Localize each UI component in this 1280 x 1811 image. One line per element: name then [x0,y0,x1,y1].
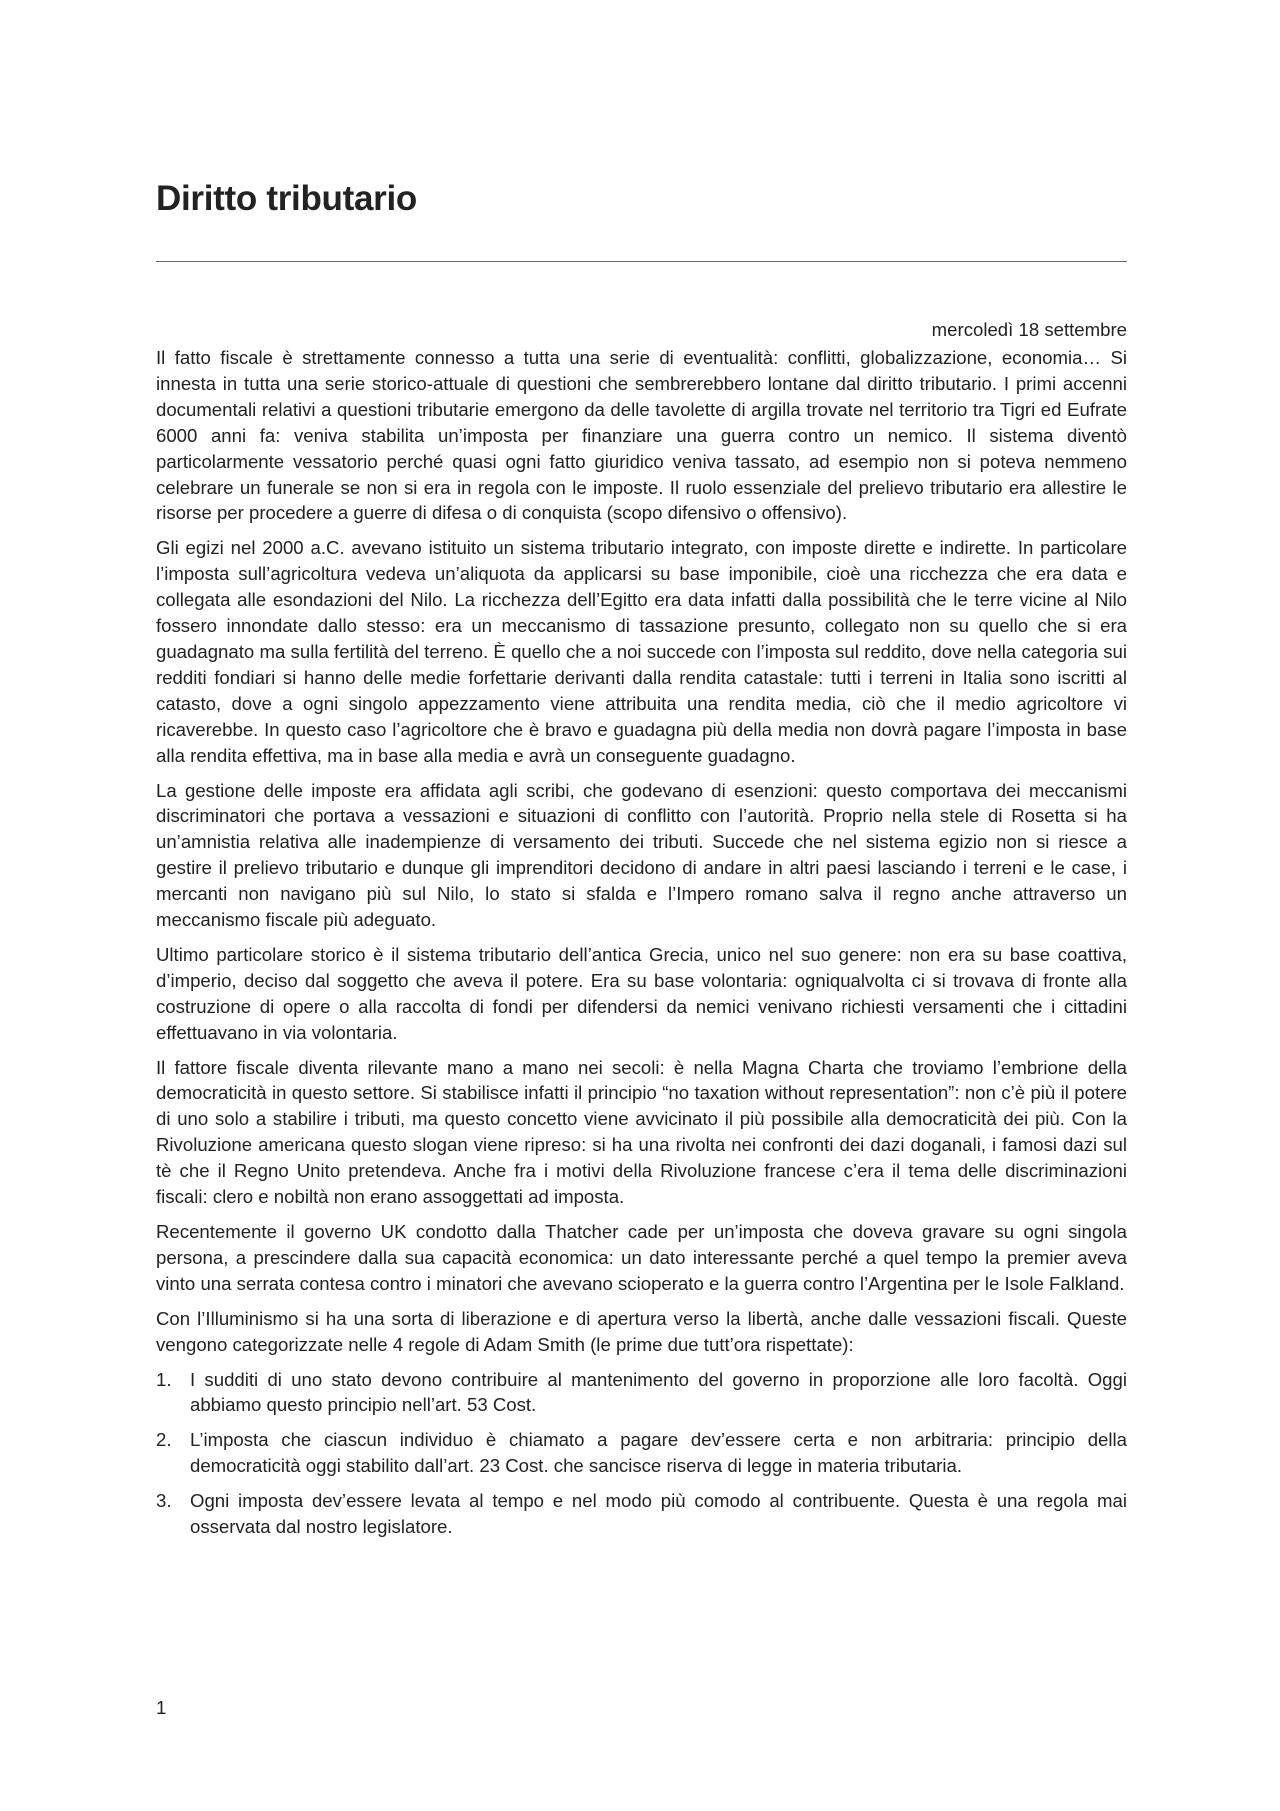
document-body [156,345,1127,1549]
paragraph: Ultimo particolare storico è il sistema tributario dell’antica Grecia, unico nel suo genere: non era su base coattiva, d’imperio, deciso dal soggetto che aveva il potere. Era su base volontaria: ogniqualvolta ci si trovava di fronte alla costruzione di opere o alla raccolta di fondi per difendersi da nemici venivano richiesti versamenti che i cittadini effettuavano in via volontaria. [156,943,1127,1043]
list-item [156,1367,1127,1419]
paragraph: Recentemente il governo UK condotto dalla Thatcher cade per un’imposta che doveva gravare su ogni singola persona, a prescindere dalla sua capacità economica: un dato interessante perché a quel tempo la premier aveva vinto una serrata contesa contro i minatori che avevano scioperato e la guerra contro l’Argentina per le Isole Falkland. [156,1221,1127,1294]
paragraph: Il fatto fiscale è strettamente connesso a tutta una serie di eventualità: conflitti, globalizzazione, economia… Si innesta in tutta una serie storico-attuale di questioni che sembrerebbero lontane dal diritto tributario. I primi accenni documentali relativi a questioni tributarie emergono da delle tavolette di argilla trovate nel territorio tra Tigri ed Eufrate 6000 anni fa: veniva stabilita un’imposta per finanziare una guerra contro un nemico. Il sistema diventò particolarmente vessatorio perché quasi ogni fatto giuridico veniva tassato, ad esempio non si poteva nemmeno celebrare un funerale se non si era in regola con le imposte. Il ruolo essenziale del prelievo tributario era allestire le risorse per procedere a guerre di difesa o di conquista (scopo difensivo o offensivo). [156,347,1127,524]
lecture-date: mercoledì 18 settembre [931,319,1127,340]
list-item-text: L’imposta che ciascun individuo è chiamato a pagare dev’essere certa e non arbitraria: principio della democraticità oggi stabilito dall’art. 23 Cost. che sancisce riserva di legge in materia tributaria. [190,1429,1127,1477]
list-item-number: 3. [156,1490,172,1512]
page-number: 1 [156,1697,167,1718]
paragraph: La gestione delle imposte era affidata agli scribi, che godevano di esenzioni: questo comportava dei meccanismi discriminatori che portava a vessazioni e situazioni di conflitto con l’autorità. Proprio nella stele di Rosetta si ha un’amnistia relativa alle inadempienze di versamento dei tributi. Succede che nel sistema egizio non si riesce a gestire il prelievo tributario e dunque gli imprenditori decidono di andare in altri paesi lasciando i terreni e le case, i mercanti non navigano più sul Nilo, lo stato si sfalda e l’Impero romano salva il regno anche attraverso un meccanismo fiscale più adeguato. [156,779,1127,931]
list-item-text: Ogni imposta dev’essere levata al tempo e nel modo più comodo al contribuente. Questa è una regola mai osservata dal nostro legislatore. [190,1490,1127,1538]
list-item [156,1427,1127,1479]
paragraph: Gli egizi nel 2000 a.C. avevano istituito un sistema tributario integrato, con imposte dirette e indirette. In particolare l’imposta sull’agricoltura vedeva un’aliquota da applicarsi su base imponibile, cioè una ricchezza che era data e collegata alle esondazioni del Nilo. La ricchezza dell’Egitto era data infatti dalla possibilità che le terre vicine al Nilo fossero innondate dallo stesso: era un meccanismo di tassazione presunto, collegato non su quello che si era guadagnato ma sulla fertilità del terreno. È quello che a noi succede con l’imposta sul reddito, dove nella categoria sui redditi fondiari si hanno delle medie forfettarie derivanti dalla rendita catastale: tutti i terreni in Italia sono iscritti al catasto, dove a ogni singolo appezzamento viene attribuita una rendita media, ciò che il medio agricoltore vi ricaverebbe. In questo caso l’agricoltore che è bravo e guadagna più della media non dovrà pagare l’imposta in base alla rendita effettiva, ma in base alla media e avrà un conseguente guadagno. [156,537,1127,766]
paragraph: Con l’Illuminismo si ha una sorta di liberazione e di apertura verso la libertà, anche dalle vessazioni fiscali. Queste vengono categorizzate nelle 4 regole di Adam Smith (le prime due tutt’ora rispettate): [156,1307,1127,1355]
list-item-text: I sudditi di uno stato devono contribuire al mantenimento del governo in proporzione alle loro facoltà. Oggi abbiamo questo principio nell’art. 53 Cost. [190,1368,1127,1416]
title-divider [156,261,1127,262]
list-item [156,1488,1127,1540]
list-item-number: 1. [156,1368,172,1390]
adam-smith-rules-list [156,1367,1127,1540]
document-page [156,0,1127,1811]
list-item-number: 2. [156,1429,172,1451]
page-title: Diritto tributario [156,179,417,218]
paragraph: Il fattore fiscale diventa rilevante mano a mano nei secoli: è nella Magna Charta che troviamo l’embrione della democraticità in questo settore. Si stabilisce infatti il principio “no taxation without representation”: non c’è più il potere di uno solo a stabilire i tributi, ma questo concetto viene avvicinato il più possibile alla democraticità dei più. Con la Rivoluzione americana questo slogan viene ripreso: si ha una rivolta nei confronti dei dazi doganali, i famosi dazi sul tè che il Regno Unito pretendeva. Anche fra i motivi della Rivoluzione francese c’era il tema delle discriminazioni fiscali: clero e nobiltà non erano assoggettati ad imposta. [156,1056,1127,1208]
